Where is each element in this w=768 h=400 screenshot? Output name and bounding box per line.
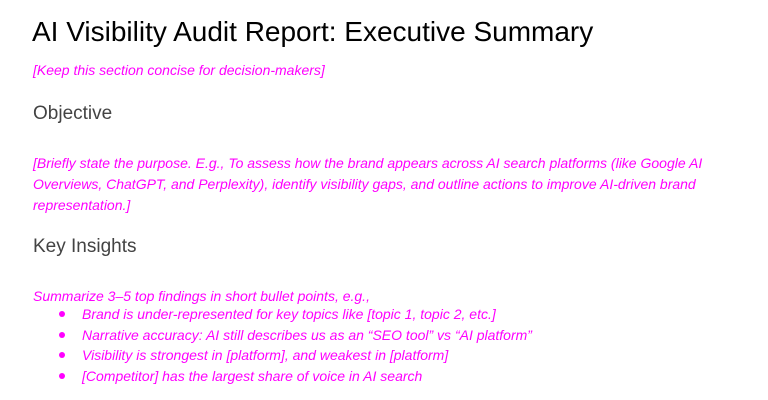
bullet-icon: [59, 373, 65, 379]
list-item: [33, 325, 532, 346]
list-item-text: [Competitor] has the largest share of voice in AI search: [82, 367, 423, 384]
key-insights-intro: Summarize 3–5 top findings in short bullet points, e.g.,: [33, 288, 370, 304]
key-insights-list: [33, 304, 532, 386]
objective-heading: Objective: [33, 103, 113, 124]
list-item: [33, 345, 532, 366]
key-insights-heading: Key Insights: [33, 236, 137, 257]
list-item-text: Brand is under-represented for key topics like [topic 1, topic 2, etc.]: [82, 306, 496, 322]
section-note: [Keep this section concise for decision-makers]: [33, 62, 325, 78]
list-item-text: Visibility is strongest in [platform], and weakest in [platform]: [82, 347, 449, 363]
list-item: [33, 304, 532, 325]
list-item-text: Narrative accuracy: AI still describes us as an “SEO tool” vs “AI platform”: [82, 326, 532, 343]
bullet-icon: [59, 352, 65, 358]
objective-text: [Briefly state the purpose. E.g., To assess how the brand appears across AI search platforms (like Google AI Overviews, ChatGPT, and Perplexity), identify visibility gaps, and outline actions to improve AI-driven brand representation.]: [33, 155, 703, 213]
bullet-icon: [59, 311, 65, 317]
list-item: [33, 366, 532, 387]
document-title: AI Visibility Audit Report: Executive Summary: [32, 16, 594, 47]
bullet-icon: [59, 332, 65, 338]
